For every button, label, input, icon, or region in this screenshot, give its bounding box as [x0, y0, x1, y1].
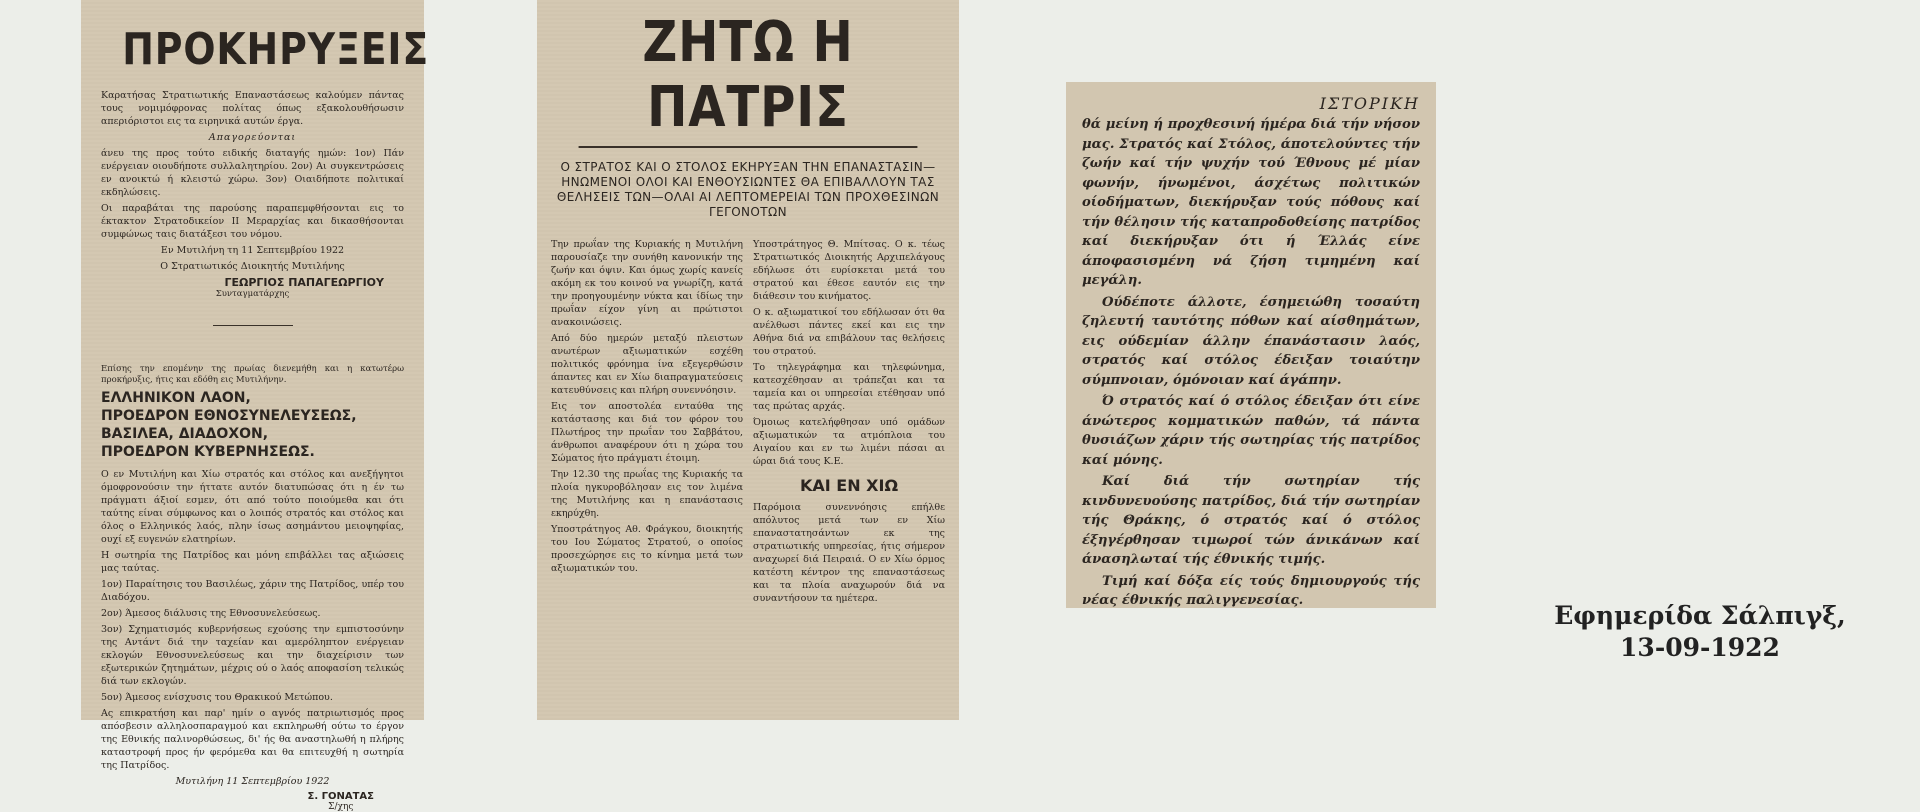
- place-date: Εν Μυτιλήνη τη 11 Σεπτεμβρίου 1922: [160, 245, 345, 256]
- caption-newspaper: Εφημερίδα Σάλπιγξ,: [1554, 601, 1846, 630]
- signature-block: [101, 791, 374, 812]
- source-caption: [1540, 600, 1860, 664]
- article-columns: [551, 238, 945, 608]
- date-footer: Μυτιλήνη 11 Σεπτεμβρίου 1922: [175, 775, 330, 787]
- clipping-proclamations: [81, 0, 430, 812]
- forbidden-list: άνευ της προς τούτο ειδικής διαταγής ημών: 1ον) Πάν ενέργειαν οιουδήποτε συλλαλητηρίου. 2ον) Αι συγκεντρώσεις εν ανοικτώ ή κλειστώ χώρω. 3ον) Οιαιδήποτε πολιτικαί εκδηλώσεις.: [101, 148, 404, 198]
- body-paragraph: Η σωτηρία της Πατρίδος και μόνη επιβάλλει τας αξιώσεις μας ταύτας.: [101, 549, 404, 574]
- demand-item: 3ον) Σχηματισμός κυβερνήσεως εχούσης την εμπιστοσύνην της Αντάντ διά την ταχείαν και αμερόληπτον ενέργειαν εκλογών Εθνοσυνελεύσεως και την διαχείρισιν των εξωτερικών ζητημάτων, μέχρις ού ο λαός αποφασίση τελικώς διά των εκλογών.: [101, 623, 404, 687]
- forbidden-heading: Απαγορεύονται: [208, 132, 297, 143]
- address-line: ΕΛΛΗΝΙΚΟΝ ΛΑΟΝ,: [101, 389, 251, 406]
- article-paragraph: Τιμή καί δόξα είς τούς δημιουργούς τής νέας έθνικής παλιγγενεσίας.: [1082, 573, 1420, 608]
- article-paragraph: Ούδέποτε άλλοτε, έσημειώθη τοσαύτη ζηλευτή ταυτότης πόθων καί αίσθημάτων, εις ούδεμίαν άλλην έπανάστασιν λαός, στρατός καί στόλος έδειξαν τοιαύτην σύμπνοιαν, όμόνοιαν καί άγάπην.: [1082, 294, 1420, 388]
- address-line: ΠΡΟΕΔΡΟΝ ΚΥΒΕΡΝΗΣΕΩΣ.: [101, 443, 315, 460]
- clipping-long-live-homeland: [537, 0, 959, 720]
- article-paragraph: Ο κ. αξιωματικοί του εδήλωσαν ότι θα ανέλθωσι πάντες εκεί και εις την Αθήνα διά να επιβάλουν τας θελήσεις του στρατού.: [753, 307, 945, 357]
- demand-item: 2ον) Άμεσος διάλυσις της Εθνοσυνελεύσεως.: [101, 607, 321, 619]
- note-paragraph: Επίσης την επομένην της πρωίας διενεμήθη και η κατωτέρω προκήρυξις, ήτις και εδόθη εις Μυτιλήνην.: [101, 363, 404, 385]
- penalty-paragraph: Οι παραβάται της παρούσης παραπεμφθήσονται εις το έκτακτον Στρατοδικείον ΙΙ Μεραρχίας και δικασθήσονται συμφώνως ταις διατάξεσι του νόμου.: [101, 203, 404, 240]
- demand-item: 5ον) Άμεσος ενίσχυσις του Θρακικού Μετώπου.: [101, 691, 333, 703]
- lead-headline: Ο ΣΤΡΑΤΟΣ ΚΑΙ Ο ΣΤΟΛΟΣ ΕΚΗΡΥΞΑΝ ΤΗΝ ΕΠΑΝΑΣΤΑΣΙΝ—ΗΝΩΜΕΝΟΙ ΟΛΟΙ ΚΑΙ ΕΝΘΟΥΣΙΩΝΤΕΣ ΘΑ ΕΠΙΒΑΛΛΟΥΝ ΤΑΣ ΘΕΛΗΣΕΙΣ ΤΩΝ—ΟΛΑΙ ΑΙ ΛΕΠΤΟΜΕΡΕΙΑΙ ΤΩΝ ΠΡΟΧΘΕΣΙΝΩΝ ΓΕΓΟΝΟΤΩΝ: [556, 160, 940, 219]
- signer-rank: Συνταγματάρχης: [215, 289, 290, 299]
- article-paragraph: Την 12.30 της πρωΐας της Κυριακής τα πλοία ηγκυροβόλησαν εις τον λιμένα της Μυτιλήνης και η επανάστασις εκηρύχθη.: [551, 469, 743, 519]
- article-column-left: [551, 238, 743, 608]
- divider: [213, 325, 293, 326]
- caption-date: 13-09-1922: [1620, 633, 1780, 662]
- clipping-header: ΙΣΤΟΡΙΚΗ: [1319, 94, 1420, 113]
- demand-item: 1ον) Παραίτησις του Βασιλέως, χάριν της Πατρίδος, υπέρ του Διαδόχου.: [101, 578, 404, 603]
- article-paragraph: Εις τον αποστολέα ενταύθα της κατάστασης και διά τον φόρον του Πλωτήρος την πρωΐαν του Σαββάτου, άνθρωποι αναφέρουν ότι η χώρα του Σώματος ήτο πράγματι έτοιμη.: [551, 401, 743, 464]
- signer-name: ΓΕΩΡΓΙΟΣ ΠΑΠΑΓΕΩΡΓΙΟΥ: [224, 276, 384, 289]
- article-paragraph: Παρόμοια συνεννόησις επήλθε απόλυτος μετά των εν Χίω επαναστατησάντων εκ της στρατιωτικής υπηρεσίας, ήτις σήμερον αναχωρεί διά Πειραιά. Ο εν Χίω όρμος κατέστη κέντρον της επαναστάσεως και τα πλοία αναχωρούν διά να συναντήσουν τα ημέτερα.: [753, 502, 945, 604]
- article-paragraph: Το τηλεγράφημα και τηλεφώνημα, κατεσχέθησαν αι τράπεζαι και τα ταμεία και οι υπηρεσίαι ετέθησαν υπό τας πρώτας αρχάς.: [753, 362, 945, 412]
- body-paragraph: Ας επικρατήση και παρ' ημίν ο αγνός πατριωτισμός προς απόσβεσιν αλληλοσπαραγμού και εκπληρωθή ούτω το έργον της Εθνικής παλινορθώσεως, δι' ής θα αναστηλωθή η πλήρης καταστροφή προς ήν φερόμεθα και θα επιτευχθή η σωτηρία της Πατρίδος.: [101, 707, 404, 771]
- body-paragraph: Ο εν Μυτιλήνη και Χίω στρατός και στόλος και ανεξήγητοι όμοφρονούσιν την ήττατε αυτόν διατυπώσας ότι η έν τω πράγματι άξιοί εσμεν, ότι από τούτο ποιούμεθα και ότι ταύτης είναι σύμφωνος και ο λοιπός στρατός και στόλος και όλος ο Ελληνικός λαός, πλην ίσως ασημάντου μειοψηφίας, ουχί εξ ευγενών ελατηρίων.: [101, 468, 404, 545]
- clipping-title: ΠΡΟΚΗΡΥΞΕΙΣ: [122, 24, 430, 75]
- article-paragraph: Όμοιως κατελήφθησαν υπό ομάδων αξιωματικών τα ατμόπλοια του Αιγαίου και εν τω λιμένι πάσαι αι ώραι διά τους Κ.Ε.: [753, 417, 945, 467]
- signer-role: Ο Στρατιωτικός Διοικητής Μυτιλήνης: [160, 261, 345, 272]
- article-paragraph: Την πρωΐαν της Κυριακής η Μυτιλήνη παρουσίαζε την συνήθη κανονικήν της ζωήν και όψιν. Και όμως χωρίς κανείς ακόμη εκ του κοινού να γνωρίζη, κατά την προηγουμένην νύκτα και ίδίως την πρωΐαν είχον γίνη αι πρώτιστοι ανακοινώσεις.: [551, 239, 743, 328]
- intro-paragraph: Καρατήσας Στρατιωτικής Επαναστάσεως καλούμεν πάντας τους νομιμόφρονας πολίτας όπως εξακολουθήσωσιν απεριόριστοι εις τα ειρηνικά αυτών έργα.: [101, 90, 404, 127]
- address-line: ΠΡΟΕΔΡΟΝ ΕΘΝΟΣΥΝΕΛΕΥΣΕΩΣ,: [101, 407, 357, 424]
- signature-rank: Σ/χης: [328, 801, 354, 812]
- article-paragraph: θά μείνη ή προχθεσινή ήμέρα διά τήν νήσον μας. Στρατός καί Στόλος, άποτελούντες τήν ζωήν καί τήν ψυχήν τού Έθνους μέ μίαν φωνήν, ήνωμένοι, άσχέτως πολιτικών οίοδήματων, διεκήρυξαν τούς πόθους καί τήν θέλησιν τής καταπροδοθείσης πατρίδος καί διεκήρυξαν ότι ή Έλλάς είνε άποφασισμένη νά ζήση τιμημένη καί μεγάλη.: [1082, 117, 1420, 288]
- article-paragraph: Ό στρατός καί ό στόλος έδειξαν ότι είνε άνώτερος κομματικών παθών, τά πάντα θυσιάζων χάριν τής σωτηρίας τής πατρίδος καί μόνης.: [1082, 394, 1420, 468]
- article-paragraph: Καί διά τήν σωτηρίαν τής κινδυνευούσης πατρίδος, διά τήν σωτηρίαν τής Θράκης, ό στρατός καί ό στόλος έξηγέρθησαν τιμωροί τών άνικάνων καί άνασηλωταί τής έθνικής τιμής.: [1082, 474, 1420, 567]
- article-paragraph: Από δύο ημερών μεταξύ πλειστων ανωτέρων αξιωματικών εσχέθη πολιτικός φρόνημα ίνα εξεγερθώσιν άπαντες και εν Χίω διαπραγματεύσεις κατευθύνσεις και πλήρη συνεννόησιν.: [551, 333, 743, 396]
- signature-name: Σ. ΓΟΝΑΤΑΣ: [307, 790, 374, 802]
- article-paragraph: Υποστράτηγος Θ. Μπίτσας. Ο κ. τέως Στρατιωτικός Διοικητής Αρχιπελάγους εδήλωσε ότι ευρίσκεται μετά του στρατού και έθεσε εαυτόν εις την διάθεσιν του κινήματος.: [753, 239, 945, 302]
- address-line: ΒΑΣΙΛΕΑ, ΔΙΑΔΟΧΟΝ,: [101, 425, 269, 442]
- article-column-right: [753, 238, 945, 608]
- article-paragraph: Υποστράτηγος Αθ. Φράγκου, διοικητής του Ιου Σώματος Στρατού, ο οποίος προσεχώρησε εις το κίνημα μετά των αξιωματικών του.: [551, 524, 743, 574]
- clipping-title: ΖΗΤΩ Η ΠΑΤΡΙΣ: [579, 10, 918, 148]
- subheading: ΚΑΙ ΕΝ ΧΙΩ: [799, 476, 899, 495]
- clipping-historic: [1066, 82, 1436, 608]
